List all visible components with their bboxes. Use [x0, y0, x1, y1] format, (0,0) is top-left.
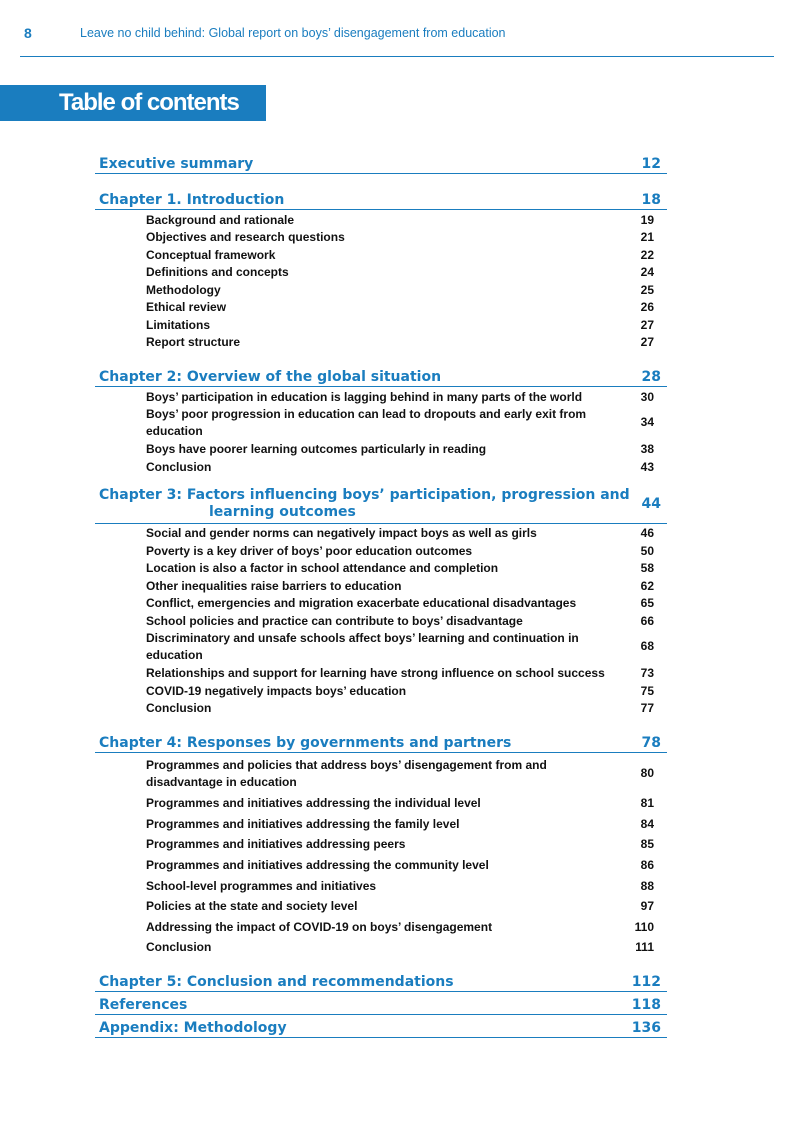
toc-item-label: Policies at the state and society level [146, 899, 358, 914]
toc-item-page: 80 [640, 766, 654, 781]
toc-chapter-title: Chapter 1. Introduction [99, 192, 285, 208]
toc-item-page: 66 [640, 613, 654, 628]
toc-item[interactable] [146, 855, 654, 876]
header-rule [20, 56, 774, 57]
table-of-contents [95, 146, 667, 1038]
toc-chapter-title: Chapter 2: Overview of the global situation [99, 369, 442, 385]
toc-item-page: 68 [640, 639, 654, 654]
toc-item-page: 81 [640, 796, 654, 811]
toc-entry-page: 136 [631, 1019, 661, 1036]
toc-item[interactable] [146, 595, 654, 613]
toc-item-label: Programmes and initiatives addressing the individual level [146, 796, 481, 811]
toc-banner [0, 85, 266, 121]
toc-item-page: 43 [640, 459, 654, 474]
toc-item-page: 97 [640, 899, 654, 914]
toc-item-page: 73 [640, 666, 654, 681]
toc-chapter-3-items [95, 524, 667, 718]
toc-item[interactable] [146, 281, 654, 299]
toc-item-label: Conflict, emergencies and migration exacerbate educational disadvantages [146, 596, 577, 611]
toc-item-page: 19 [640, 212, 654, 227]
toc-item[interactable] [146, 458, 654, 476]
toc-chapter-page: 44 [641, 495, 661, 512]
toc-item-page: 21 [640, 230, 654, 245]
toc-item[interactable] [146, 793, 654, 814]
toc-chapter-title: Chapter 4: Responses by governments and partners [99, 735, 512, 751]
toc-item[interactable] [146, 665, 654, 683]
toc-chapter-4-items [95, 753, 667, 958]
toc-item-label: Poverty is a key driver of boys’ poor education outcomes [146, 543, 473, 558]
toc-item-label: Boys’ poor progression in education can lead to dropouts and early exit from education [146, 406, 587, 438]
toc-item-page: 27 [640, 335, 654, 350]
toc-item[interactable] [146, 682, 654, 700]
toc-item[interactable] [146, 755, 654, 793]
toc-item-page: 86 [640, 858, 654, 873]
toc-entry-page: 12 [641, 156, 661, 172]
toc-item[interactable] [146, 875, 654, 896]
toc-item-label: Programmes and initiatives addressing peers [146, 837, 406, 852]
toc-item[interactable] [146, 834, 654, 855]
toc-item-label: Addressing the impact of COVID-19 on boys’ disengagement [146, 919, 493, 934]
toc-item-label: School policies and practice can contribute to boys’ disadvantage [146, 613, 523, 628]
toc-item[interactable] [146, 814, 654, 835]
toc-entry-title: Executive summary [99, 156, 254, 172]
toc-item-page: 38 [640, 442, 654, 457]
toc-item-label: Report structure [146, 335, 241, 350]
toc-item-label: School-level programmes and initiatives [146, 878, 377, 893]
toc-item-label: Other inequalities raise barriers to education [146, 578, 402, 593]
toc-chapter-page: 18 [641, 192, 661, 208]
toc-item-label: Ethical review [146, 300, 227, 315]
toc-item-label: Programmes and initiatives addressing the family level [146, 816, 460, 831]
toc-item[interactable] [146, 246, 654, 264]
toc-chapter-title [99, 487, 630, 521]
toc-item[interactable] [146, 700, 654, 718]
toc-item-label: Conclusion [146, 701, 212, 716]
toc-item-label: Conclusion [146, 459, 212, 474]
toc-item-page: 85 [640, 837, 654, 852]
toc-item-page: 24 [640, 265, 654, 280]
toc-item[interactable] [146, 542, 654, 560]
toc-item-page: 26 [640, 300, 654, 315]
toc-entry-appendix[interactable] [95, 1015, 667, 1038]
toc-title: Table of contents [59, 89, 239, 116]
toc-item[interactable] [146, 334, 654, 352]
toc-chapter-1-items [95, 210, 667, 351]
toc-item-label: Location is also a factor in school attendance and completion [146, 561, 499, 576]
toc-item-label: Relationships and support for learning have strong influence on school success [146, 666, 605, 681]
toc-item[interactable] [146, 937, 654, 958]
toc-item[interactable] [146, 316, 654, 334]
toc-item-page: 30 [640, 389, 654, 404]
toc-chapter-5[interactable] [95, 966, 667, 992]
toc-item-label: Objectives and research questions [146, 230, 345, 245]
toc-item[interactable] [146, 917, 654, 938]
toc-item[interactable] [146, 630, 654, 665]
running-title: Leave no child behind: Global report on boys’ disengagement from education [80, 26, 506, 40]
toc-item[interactable] [146, 441, 654, 459]
toc-entry-executive-summary[interactable] [95, 146, 667, 174]
toc-item-label: Methodology [146, 282, 221, 297]
toc-chapter-4[interactable] [95, 727, 667, 753]
toc-chapter-title-line-2: learning outcomes [209, 503, 356, 520]
toc-chapter-page: 78 [641, 735, 661, 751]
toc-chapter-2[interactable] [95, 361, 667, 387]
toc-item-page: 46 [640, 526, 654, 541]
page-number: 8 [24, 25, 32, 41]
toc-item[interactable] [146, 577, 654, 595]
toc-chapter-page: 28 [641, 369, 661, 385]
toc-entry-title: Appendix: Methodology [99, 1019, 287, 1036]
toc-entry-page: 118 [631, 996, 661, 1013]
toc-chapter-title: Chapter 5: Conclusion and recommendations [99, 973, 454, 990]
toc-item[interactable] [146, 299, 654, 317]
toc-item-page: 77 [640, 701, 654, 716]
toc-item[interactable] [146, 896, 654, 917]
toc-item-label: Limitations [146, 317, 211, 332]
toc-item-page: 88 [640, 878, 654, 893]
page-header [0, 0, 793, 58]
toc-item-label: Conclusion [146, 940, 212, 955]
toc-item-label: Background and rationale [146, 212, 295, 227]
toc-item[interactable] [146, 612, 654, 630]
toc-chapter-1[interactable] [95, 184, 667, 210]
toc-item-page: 27 [640, 317, 654, 332]
toc-item-label: Boys’ participation in education is lagging behind in many parts of the world [146, 389, 583, 404]
toc-item[interactable] [146, 264, 654, 282]
toc-item-page: 22 [640, 247, 654, 262]
toc-chapter-title-line-1: Chapter 3: Factors influencing boys’ participation, progression and [99, 486, 630, 503]
toc-chapter-page: 112 [631, 973, 661, 990]
toc-item-page: 58 [640, 561, 654, 576]
toc-item-label: Definitions and concepts [146, 265, 289, 280]
toc-item[interactable] [146, 211, 654, 229]
toc-item-label: Discriminatory and unsafe schools affect boys’ learning and continuation in education [146, 630, 579, 662]
toc-item-page: 110 [634, 919, 654, 934]
toc-item[interactable] [146, 560, 654, 578]
toc-item[interactable] [146, 229, 654, 247]
toc-entry-references[interactable] [95, 992, 667, 1015]
toc-item-page: 34 [640, 415, 654, 430]
toc-chapter-2-items [95, 387, 667, 476]
toc-item-label: COVID-19 negatively impacts boys’ education [146, 683, 407, 698]
toc-item-page: 50 [640, 543, 654, 558]
toc-item[interactable] [146, 406, 654, 441]
toc-entry-title: References [99, 996, 188, 1013]
toc-item-label: Social and gender norms can negatively impact boys as well as girls [146, 526, 537, 541]
toc-item-page: 62 [640, 578, 654, 593]
toc-item-page: 75 [640, 683, 654, 698]
toc-item-page: 25 [640, 282, 654, 297]
toc-item-label: Conceptual framework [146, 247, 276, 262]
toc-item-label: Programmes and initiatives addressing the community level [146, 858, 489, 873]
toc-item-label: Programmes and policies that address boys’ disengagement from and disadvantage in education [146, 757, 547, 789]
toc-chapter-3[interactable] [95, 486, 667, 524]
toc-item-page: 111 [635, 940, 654, 955]
toc-item-label: Boys have poorer learning outcomes particularly in reading [146, 442, 487, 457]
toc-item[interactable] [146, 525, 654, 543]
toc-item-page: 65 [640, 596, 654, 611]
toc-item-page: 84 [640, 816, 654, 831]
toc-item[interactable] [146, 388, 654, 406]
